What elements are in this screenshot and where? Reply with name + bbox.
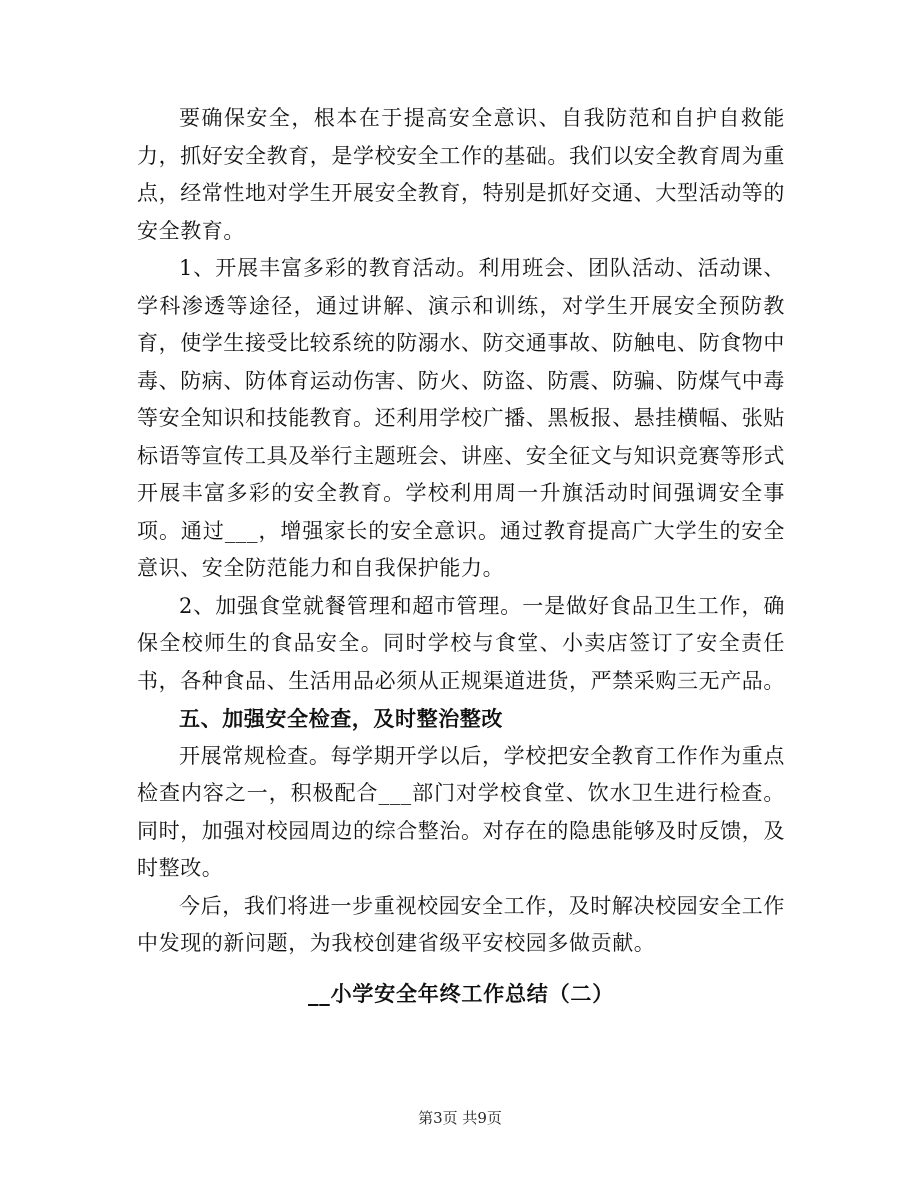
paragraph-routine-inspection: 开展常规检查。每学期开学以后，学校把安全教育工作作为重点检查内容之一，积极配合___部门对学校食堂、饮水卫生进行检查。同时，加强对校园周边的综合整治。对存在的隐患能够及时反馈，及时整改。 [137, 743, 785, 880]
document-body [137, 100, 785, 1012]
paragraph-future-plans: 今后，我们将进一步重视校园安全工作，及时解决校园安全工作中发现的新问题，为我校创建省级平安校园多做贡献。 [137, 893, 785, 955]
section-heading: 五、加强安全检查，及时整治整改 [179, 706, 503, 731]
paragraph-education-activities: 1、开展丰富多彩的教育活动。利用班会、团队活动、活动课、学科渗透等途径，通过讲解、演示和训练，对学生开展安全预防教育，使学生接受比较系统的防溺水、防交通事故、防触电、防食物中毒、防病、防体育运动伤害、防火、防盗、防震、防骗、防煤气中毒等安全知识和技能教育。还利用学校广播、黑板报、悬挂横幅、张贴标语等宣传工具及举行主题班会、讲座、安全征文与知识竞赛等形式开展丰富多彩的安全教育。学校利用周一升旗活动时间强调安全事项。通过___，增强家长的安全意识。通过教育提高广大学生的安全意识、安全防范能力和自我保护能力。 [137, 256, 785, 580]
page-number-footer: 第3页 共9页 [418, 1109, 502, 1127]
paragraph-safety-intro: 要确保安全，根本在于提高安全意识、自我防范和自护自救能力，抓好安全教育，是学校安全工作的基础。我们以安全教育周为重点，经常性地对学生开展安全教育，特别是抓好交通、大型活动等的安全教育。 [137, 106, 785, 243]
document-subtitle: __小学安全年终工作总结（二） [308, 980, 614, 1006]
paragraph-canteen-management: 2、加强食堂就餐管理和超市管理。一是做好食品卫生工作，确保全校师生的食品安全。同时学校与食堂、小卖店签订了安全责任书，各种食品、生活用品必须从正规渠道进货，严禁采购三无产品。 [137, 593, 785, 693]
